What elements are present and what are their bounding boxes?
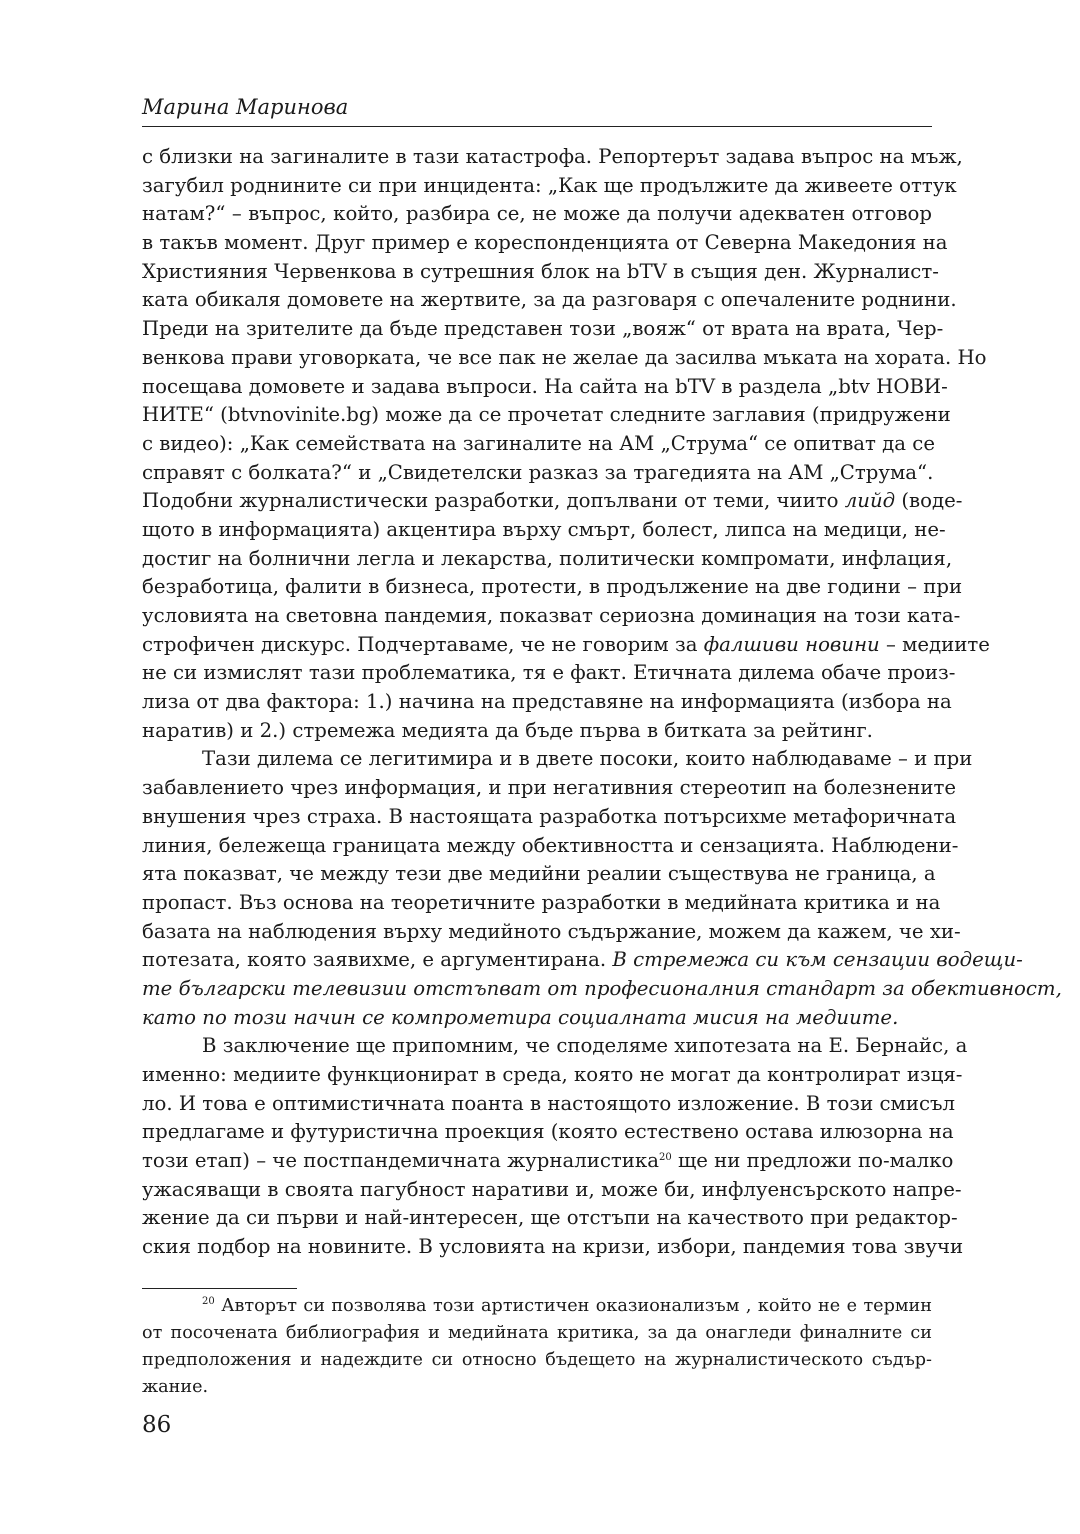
text-line: загубил роднините си при инцидента: „Как ще продължите да живеете оттук <box>142 173 957 197</box>
footnote-line: жание. <box>142 1377 209 1397</box>
text-line: В заключение ще припомним, че споделяме хипотезата на Е. Бернайс, а <box>202 1034 968 1058</box>
text-segment: този етап) – че постпандемичната журналистика <box>142 1149 659 1173</box>
text-line: ския подбор на новините. В условията на кризи, избори, пандемия това звучи <box>142 1235 964 1259</box>
italic-sentence: като по този начин се компрометира социалната мисия на медиите. <box>142 1005 899 1029</box>
footnote <box>142 1293 932 1401</box>
footnote-text: Авторът си позволява този артистичен оказионализъм , който не е термин <box>214 1296 932 1316</box>
text-line: с близки на загиналите в тази катастрофа. Репортерът задава въпрос на мъж, <box>142 145 963 168</box>
text-segment: потезата, която заявихме, е аргументирана. <box>142 948 607 972</box>
italic-term: фалшиви новини <box>703 632 880 656</box>
footnote-line: предположения и надеждите си относно бъдещето на журналистическото съдър- <box>142 1350 932 1370</box>
text-line <box>142 487 963 516</box>
text-line: пропаст. Въз основа на теоретичните разработки в медийната критика и на <box>142 890 941 914</box>
text-line: лиза от два фактора: 1.) начина на представяне на информацията (избора на <box>142 690 952 714</box>
italic-sentence: те български телевизии отстъпват от професионалния стандарт за обективност, <box>142 976 1062 1000</box>
text-line: справят с болката?“ и „Свидетелски разказ за трагедията на АМ „Струма“. <box>142 460 934 484</box>
text-segment: (воде- <box>895 489 963 513</box>
text-line <box>142 631 990 660</box>
footnote-reference[interactable]: 20 <box>658 1152 672 1164</box>
text-line: жение да си първи и най-интересен, ще отстъпи на качеството при редактор- <box>142 1206 958 1230</box>
text-segment: – медиите <box>879 632 990 656</box>
text-line <box>142 975 1062 1004</box>
text-segment: Подобни журналистически разработки, допълвани от теми, чиито <box>142 489 839 513</box>
text-line: Християния Червенкова в сутрешния блок на bTV в същия ден. Журналист- <box>142 259 939 283</box>
text-line: ята показват, че между тези две медийни реалии съществува не граница, а <box>142 862 936 886</box>
text-line <box>142 1004 932 1033</box>
text-line: посещава домовете и задава въпроси. На сайта на bTV в раздела „btv НОВИ- <box>142 374 948 398</box>
main-text <box>142 143 1062 1262</box>
text-line: достиг на болнични легла и лекарства, политически компромати, инфлация, <box>142 546 953 570</box>
text-line: наратив) и 2.) стремежа медията да бъде първа в битката за рейтинг. <box>142 718 873 742</box>
footnote-line: от посочената библиография и медийната критика, за да онагледи финалните си <box>142 1323 932 1343</box>
text-line: в такъв момент. Друг пример е кореспонденцията от Северна Македония на <box>142 231 948 255</box>
italic-sentence: В стремежа си към сензации водещи- <box>612 948 1023 972</box>
text-line: Преди на зрителите да бъде представен този „вояж“ от врата на врата, Чер- <box>142 317 944 341</box>
text-line: забавлението чрез информация, и при негативния стереотип на болезнените <box>142 776 957 800</box>
running-head: Марина Маринова <box>142 92 932 127</box>
text-segment: строфичен дискурс. Подчертаваме, че не говорим за <box>142 632 698 656</box>
text-line: ката обикаля домовете на жертвите, за да разговаря с опечалените роднини. <box>142 288 957 312</box>
text-segment: ще ни предложи по-малко <box>671 1149 954 1173</box>
text-line <box>142 1147 954 1176</box>
text-line: натам?“ – въпрос, който, разбира се, не може да получи адекватен отговор <box>142 202 932 226</box>
text-line <box>142 946 1023 975</box>
footnote-line <box>142 1293 932 1320</box>
text-line: безработица, фалити в бизнеса, протести, в продължение на две години – при <box>142 575 963 599</box>
text-line: предлагаме и футуристична проекция (която естествено остава илюзорна на <box>142 1120 954 1144</box>
footnote-divider <box>142 1288 297 1289</box>
text-line: базата на наблюдения върху медийното съдържание, можем да кажем, че хи- <box>142 919 961 943</box>
text-line: линия, бележеща границата между обективността и сензацията. Наблюдени- <box>142 833 959 857</box>
text-line: щото в информацията) акцентира върху смърт, болест, липса на медици, не- <box>142 517 946 541</box>
text-line: НИТЕ“ (btvnovinite.bg) може да се прочетат следните заглавия (придружени <box>142 403 951 427</box>
text-line: внушения чрез страха. В настоящата разработка потърсихме метафоричната <box>142 804 957 828</box>
footnote-marker: 20 <box>202 1296 215 1307</box>
text-line: именно: медиите функционират в среда, която не могат да контролират изця- <box>142 1063 963 1086</box>
italic-term: лийд <box>844 489 896 513</box>
text-line: ужасяващи в своята пагубност наративи и, може би, инфлуенсърското напре- <box>142 1177 962 1201</box>
text-line: Тази дилема се легитимира и в двете посоки, които наблюдаваме – и при <box>202 747 973 771</box>
text-line: условията на световна пандемия, показват сериозна доминация на този ката- <box>142 604 961 627</box>
page-number: 86 <box>142 1412 172 1438</box>
text-line: венкова прави уговорката, че все пак не желае да засилва мъката на хората. Но <box>142 345 987 369</box>
text-line: не си измислят тази проблематика, тя е факт. Етичната дилема обаче произ- <box>142 661 956 685</box>
text-line: ло. И това е оптимистичната поанта в настоящото изложение. В този смисъл <box>142 1091 956 1115</box>
text-line: с видео): „Как семействата на загиналите на АМ „Струма“ се опитват да се <box>142 431 935 455</box>
